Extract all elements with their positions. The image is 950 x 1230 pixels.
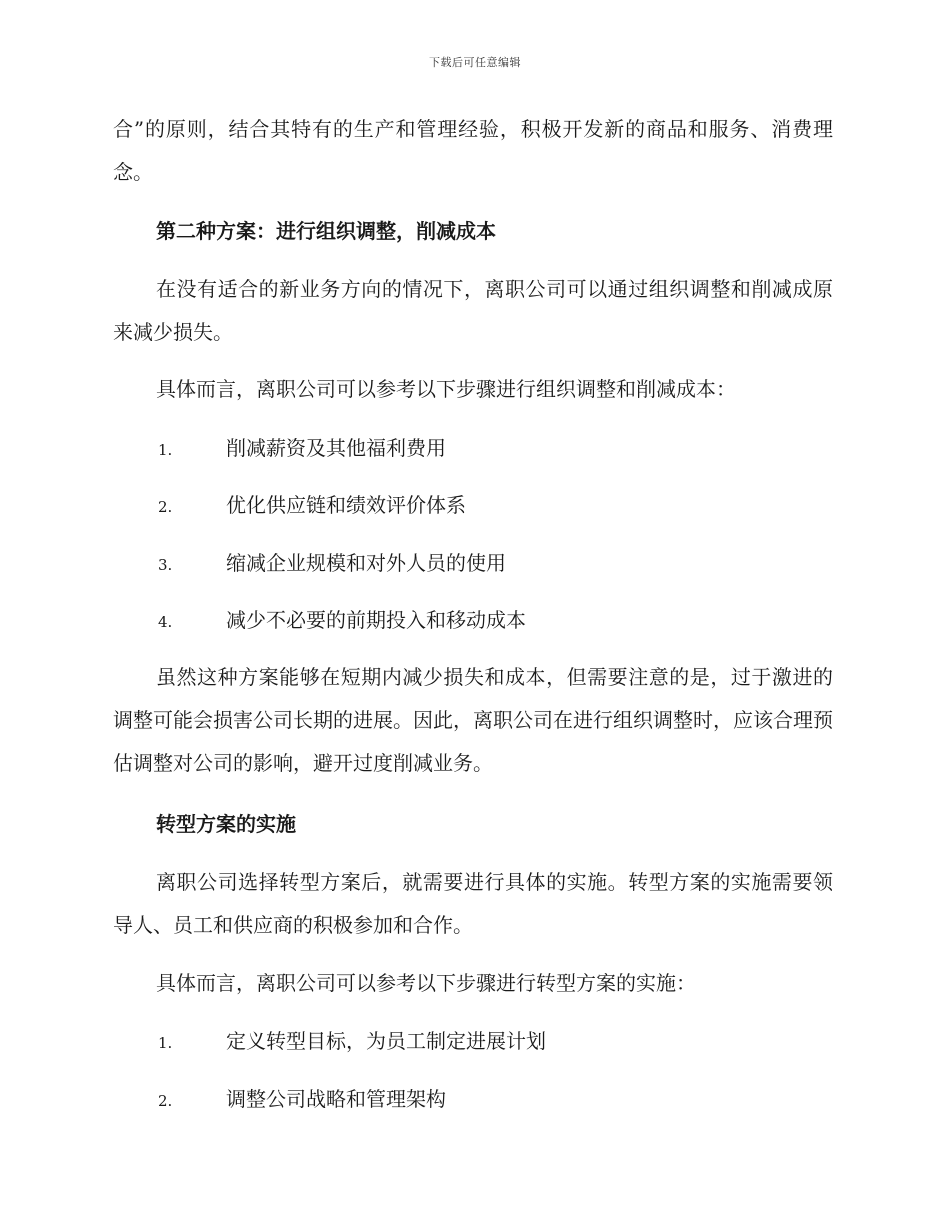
list-number: 2. (158, 498, 173, 516)
paragraph-text: 合”的原则，结合其特有的生产和管理经验，积极开发新的商品和服务、消费理念。 (113, 117, 833, 184)
paragraph (113, 368, 833, 411)
list-item (158, 1026, 546, 1058)
list-text: 缩减企业规模和对外人员的使用 (226, 551, 506, 575)
paragraph (113, 656, 833, 785)
paragraph (113, 962, 833, 1005)
section-heading (113, 210, 833, 253)
paragraph-text: 具体而言，离职公司可以参考以下步骤进行转型方案的实施： (156, 971, 696, 995)
heading-text: 转型方案的实施 (156, 812, 296, 836)
paragraph (113, 268, 833, 354)
list-item (158, 605, 526, 637)
paragraph-text: 离职公司选择转型方案后，就需要进行具体的实施。转型方案的实施需要领导人、员工和供应商的积极参加和合作。 (113, 870, 833, 937)
list-number: 3. (158, 556, 173, 574)
list-text: 定义转型目标，为员工制定进展计划 (226, 1029, 546, 1053)
section-heading (113, 803, 833, 846)
list-item (158, 548, 506, 580)
page-header: 下载后可任意编辑 (429, 56, 521, 69)
paragraph-text: 具体而言，离职公司可以参考以下步骤进行组织调整和削减成本： (156, 377, 736, 401)
list-text: 削减薪资及其他福利费用 (226, 436, 446, 460)
list-item (158, 433, 446, 465)
paragraph (113, 108, 833, 194)
list-item (158, 490, 466, 522)
list-item (158, 1084, 446, 1116)
list-number: 1. (158, 1034, 173, 1052)
list-text: 减少不必要的前期投入和移动成本 (226, 608, 526, 632)
heading-text: 第二种方案：进行组织调整，削减成本 (156, 219, 496, 243)
list-number: 1. (158, 441, 173, 459)
paragraph-text: 虽然这种方案能够在短期内减少损失和成本，但需要注意的是，过于激进的调整可能会损害公司长期的进展。因此，离职公司在进行组织调整时，应该合理预估调整对公司的影响，避开过度削减业务。 (113, 665, 833, 775)
list-number: 2. (158, 1092, 173, 1110)
list-number: 4. (158, 613, 173, 631)
paragraph-text: 在没有适合的新业务方向的情况下，离职公司可以通过组织调整和削减成原来减少损失。 (113, 277, 833, 344)
list-text: 调整公司战略和管理架构 (226, 1087, 446, 1111)
list-text: 优化供应链和绩效评价体系 (226, 493, 466, 517)
paragraph (113, 861, 833, 947)
